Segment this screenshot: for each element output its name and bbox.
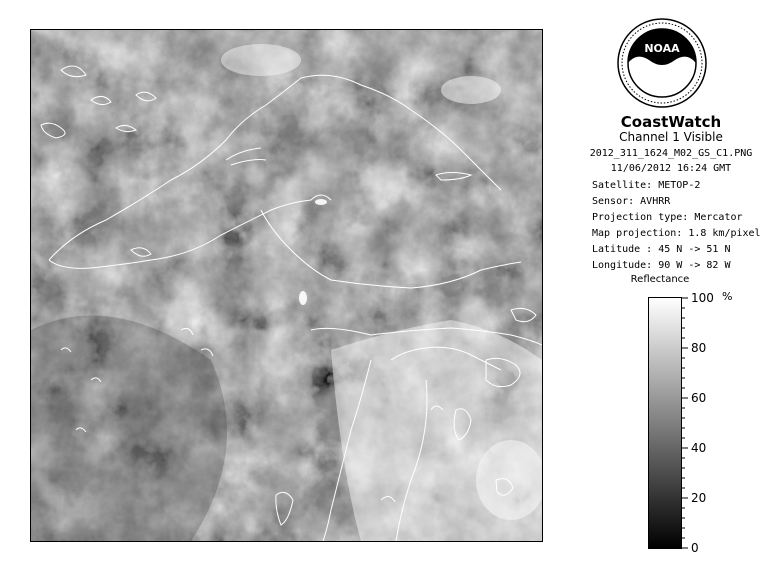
sensor-label: Sensor: AVHRR xyxy=(592,196,671,207)
latitude-label: Latitude : 45 N -> 51 N xyxy=(592,244,731,255)
colorbar-tick-label: 80 xyxy=(691,341,707,355)
colorbar-tick-label: 20 xyxy=(691,491,707,505)
map-projection-label: Map projection: 1.8 km/pixel xyxy=(592,228,761,239)
product-title: CoastWatch xyxy=(620,113,722,131)
colorbar-title: Reflectance xyxy=(630,274,690,285)
satellite-label: Satellite: METOP-2 xyxy=(592,180,701,191)
channel-subtitle: Channel 1 Visible xyxy=(619,130,723,144)
colorbar-tick-label: 0 xyxy=(691,541,699,555)
colorbar-unit: % xyxy=(722,290,733,303)
reflectance-colorbar xyxy=(648,297,682,549)
logo-text: NOAA xyxy=(644,42,680,55)
satellite-map xyxy=(30,29,543,542)
projection-type-label: Projection type: Mercator xyxy=(592,212,743,223)
colorbar-tick-label: 100 xyxy=(691,291,714,305)
image-datetime: 11/06/2012 16:24 GMT xyxy=(610,163,732,174)
colorbar-tick-marks xyxy=(681,297,689,549)
noaa-logo-icon xyxy=(617,18,707,108)
longitude-label: Longitude: 90 W -> 82 W xyxy=(592,260,731,271)
image-filename: 2012_311_1624_M02_GS_C1.PNG xyxy=(589,148,753,159)
map-canvas xyxy=(31,30,542,541)
colorbar-tick-label: 60 xyxy=(691,391,707,405)
colorbar-tick-label: 40 xyxy=(691,441,707,455)
